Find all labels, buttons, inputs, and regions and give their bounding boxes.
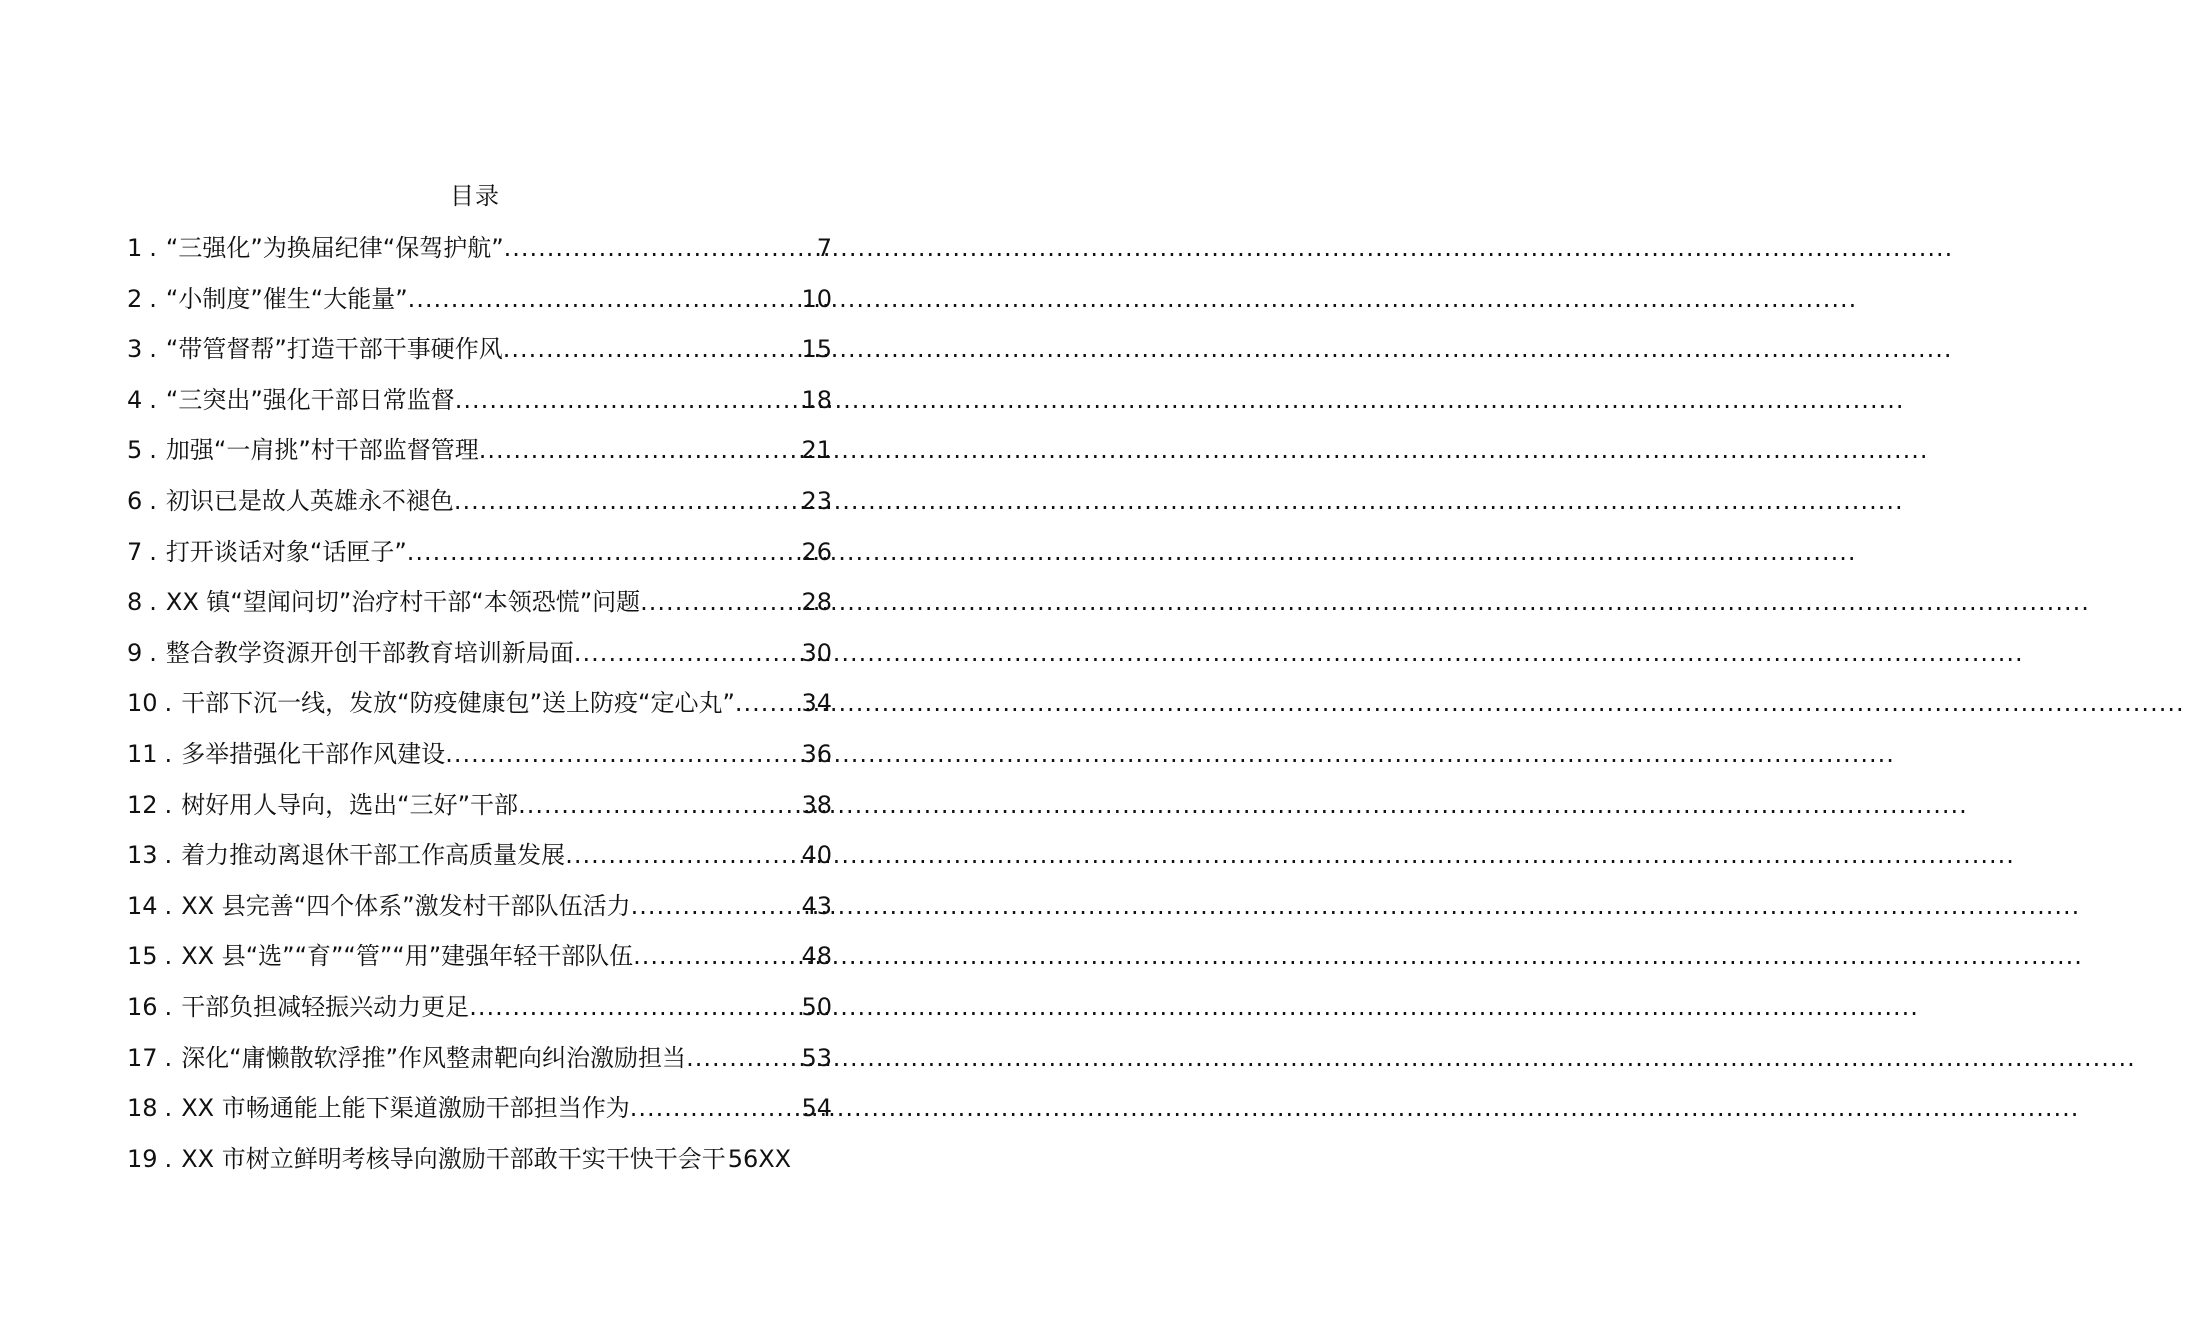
document-page bbox=[0, 0, 950, 1344]
toc-entry[interactable] bbox=[127, 633, 832, 684]
toc-entry-title: 干部下沉一线，发放“防疫健康包”送上防疫“定心丸” bbox=[181, 689, 735, 718]
toc-entry[interactable] bbox=[127, 582, 832, 633]
toc-dot-leader bbox=[503, 329, 800, 369]
toc-entry-title: XX 市树立鲜明考核导向激励干部敢干实干快干会干 bbox=[181, 1144, 726, 1173]
toc-entry-separator: . bbox=[149, 588, 157, 617]
toc-entry-page: 54 bbox=[801, 1094, 832, 1123]
toc-entry-separator: . bbox=[164, 891, 173, 920]
toc-entry-separator: . bbox=[149, 537, 157, 566]
toc-dot-leader bbox=[518, 785, 799, 825]
toc-dot-leader bbox=[407, 532, 800, 572]
toc-entry-separator: . bbox=[149, 234, 157, 262]
toc-entry[interactable] bbox=[127, 835, 832, 886]
toc-dot-leader bbox=[565, 835, 799, 875]
toc-entry[interactable] bbox=[127, 886, 832, 937]
toc-entry-separator: . bbox=[164, 1094, 173, 1123]
toc-entry[interactable] bbox=[127, 1088, 832, 1139]
toc-entry-number: 8 bbox=[127, 588, 143, 617]
toc-entry-number: 14 bbox=[127, 891, 158, 920]
toc-entry-page: 28 bbox=[801, 588, 832, 617]
toc-entry-page: 50 bbox=[801, 992, 832, 1021]
toc-entry-title: XX 县完善“四个体系”激发村干部队伍活力 bbox=[181, 891, 631, 920]
toc-entry-page: 7 bbox=[816, 234, 832, 262]
toc-entry-page: 56XX bbox=[727, 1144, 792, 1173]
toc-dot-leader bbox=[408, 279, 800, 319]
toc-entry-page: 48 bbox=[801, 942, 832, 971]
toc-dot-leader bbox=[633, 936, 799, 976]
toc-entry-page: 10 bbox=[801, 284, 832, 313]
toc-dot-leader bbox=[445, 734, 799, 774]
toc-entry[interactable] bbox=[127, 481, 832, 532]
toc-entry[interactable] bbox=[127, 987, 832, 1038]
toc-entry-number: 9 bbox=[127, 638, 143, 667]
toc-entry-number: 7 bbox=[127, 537, 143, 566]
toc-dot-leader bbox=[455, 380, 800, 420]
toc-entry-number: 2 bbox=[127, 284, 143, 313]
toc-entry-number: 16 bbox=[127, 992, 158, 1021]
toc-entry-title: 深化“庸懒散软浮推”作风整肃靶向纠治激励担当 bbox=[181, 1043, 687, 1072]
toc-entry-number: 6 bbox=[127, 486, 143, 515]
toc-dot-leader bbox=[640, 582, 799, 622]
toc-entry-separator: . bbox=[164, 841, 173, 870]
toc-dot-leader bbox=[504, 228, 815, 268]
toc-entry-number: 17 bbox=[127, 1043, 158, 1072]
toc-entry-separator: . bbox=[164, 992, 173, 1021]
toc-entry-page: 53 bbox=[801, 1043, 832, 1072]
toc-entry-page: 30 bbox=[801, 638, 832, 667]
toc-entry-page: 21 bbox=[801, 436, 832, 465]
toc-list bbox=[127, 228, 832, 1189]
toc-entry-separator: . bbox=[149, 638, 157, 667]
toc-entry-title: XX 市畅通能上能下渠道激励干部担当作为 bbox=[181, 1094, 630, 1123]
toc-dot-leader bbox=[469, 987, 799, 1027]
toc-entry[interactable] bbox=[127, 380, 832, 431]
toc-entry[interactable] bbox=[127, 734, 832, 785]
toc-entry-number: 13 bbox=[127, 841, 158, 870]
toc-entry[interactable] bbox=[127, 279, 832, 330]
toc-entry-page: 36 bbox=[801, 739, 832, 768]
toc-entry-number: 15 bbox=[127, 942, 158, 971]
toc-title: 目录 bbox=[450, 182, 500, 210]
toc-entry-number: 19 bbox=[127, 1144, 158, 1173]
toc-entry-title: 加强“一肩挑”村干部监督管理 bbox=[165, 436, 479, 465]
toc-entry[interactable] bbox=[127, 1139, 832, 1190]
toc-entry-title: XX 县“选”“育”“管”“用”建强年轻干部队伍 bbox=[181, 942, 634, 971]
toc-dot-leader bbox=[454, 481, 800, 521]
toc-entry-number: 12 bbox=[127, 790, 158, 819]
toc-entry-page: 15 bbox=[801, 335, 832, 364]
toc-entry-page: 40 bbox=[801, 841, 832, 870]
toc-entry[interactable] bbox=[127, 329, 832, 380]
toc-dot-leader bbox=[630, 1088, 800, 1128]
toc-entry-separator: . bbox=[164, 790, 173, 819]
toc-entry-page: 23 bbox=[801, 486, 832, 515]
toc-entry-title: 树好用人导向，选出“三好”干部 bbox=[181, 790, 519, 819]
toc-entry-separator: . bbox=[149, 284, 157, 313]
toc-entry-title: XX 镇“望闻问切”治疗村干部“本领恐慌”问题 bbox=[165, 588, 641, 617]
toc-entry-number: 11 bbox=[127, 739, 158, 768]
toc-entry[interactable] bbox=[127, 1038, 832, 1089]
toc-entry[interactable] bbox=[127, 936, 832, 987]
toc-entry-separator: . bbox=[164, 739, 173, 768]
toc-entry-number: 4 bbox=[127, 385, 143, 414]
toc-entry-page: 18 bbox=[801, 385, 832, 414]
toc-entry-separator: . bbox=[164, 942, 173, 971]
toc-dot-leader bbox=[686, 1038, 799, 1078]
toc-entry-title: 干部负担减轻振兴动力更足 bbox=[181, 992, 470, 1021]
toc-entry-title: 打开谈话对象“话匣子” bbox=[165, 537, 407, 566]
toc-entry-separator: . bbox=[164, 1144, 173, 1173]
toc-entry-title: 着力推动离退休干部工作高质量发展 bbox=[181, 841, 566, 870]
toc-entry-separator: . bbox=[164, 1043, 173, 1072]
toc-entry-page: 34 bbox=[801, 689, 832, 718]
toc-entry[interactable] bbox=[127, 430, 832, 481]
toc-dot-leader bbox=[631, 886, 800, 926]
toc-dot-leader bbox=[479, 430, 800, 470]
toc-entry-title: “带管督帮”打造干部干事硬作风 bbox=[165, 335, 503, 364]
toc-entry-separator: . bbox=[149, 385, 157, 414]
toc-entry-page: 38 bbox=[801, 790, 832, 819]
toc-entry[interactable] bbox=[127, 683, 832, 734]
toc-entry[interactable] bbox=[127, 532, 832, 583]
toc-entry-title: 整合教学资源开创干部教育培训新局面 bbox=[165, 638, 574, 667]
toc-dot-leader bbox=[574, 633, 800, 673]
toc-entry-title: “三强化”为换届纪律“保驾护航” bbox=[165, 234, 504, 262]
toc-entry-title: 初识已是故人英雄永不褪色 bbox=[165, 486, 454, 515]
toc-entry-number: 18 bbox=[127, 1094, 158, 1123]
toc-entry-separator: . bbox=[149, 436, 157, 465]
toc-entry-title: “三突出”强化干部日常监督 bbox=[165, 385, 455, 414]
toc-entry[interactable] bbox=[127, 228, 832, 279]
toc-entry-page: 26 bbox=[801, 537, 832, 566]
toc-entry[interactable] bbox=[127, 785, 832, 836]
toc-entry-number: 1 bbox=[127, 234, 143, 262]
toc-entry-separator: . bbox=[149, 486, 157, 515]
toc-entry-page: 43 bbox=[801, 891, 832, 920]
toc-entry-number: 3 bbox=[127, 335, 143, 364]
toc-entry-separator: . bbox=[149, 335, 157, 364]
toc-dot-leader bbox=[735, 683, 800, 723]
toc-entry-number: 5 bbox=[127, 436, 143, 465]
toc-entry-separator: . bbox=[164, 689, 173, 718]
toc-entry-number: 10 bbox=[127, 689, 158, 718]
toc-entry-title: “小制度”催生“大能量” bbox=[165, 284, 408, 313]
toc-entry-title: 多举措强化干部作风建设 bbox=[181, 739, 446, 768]
